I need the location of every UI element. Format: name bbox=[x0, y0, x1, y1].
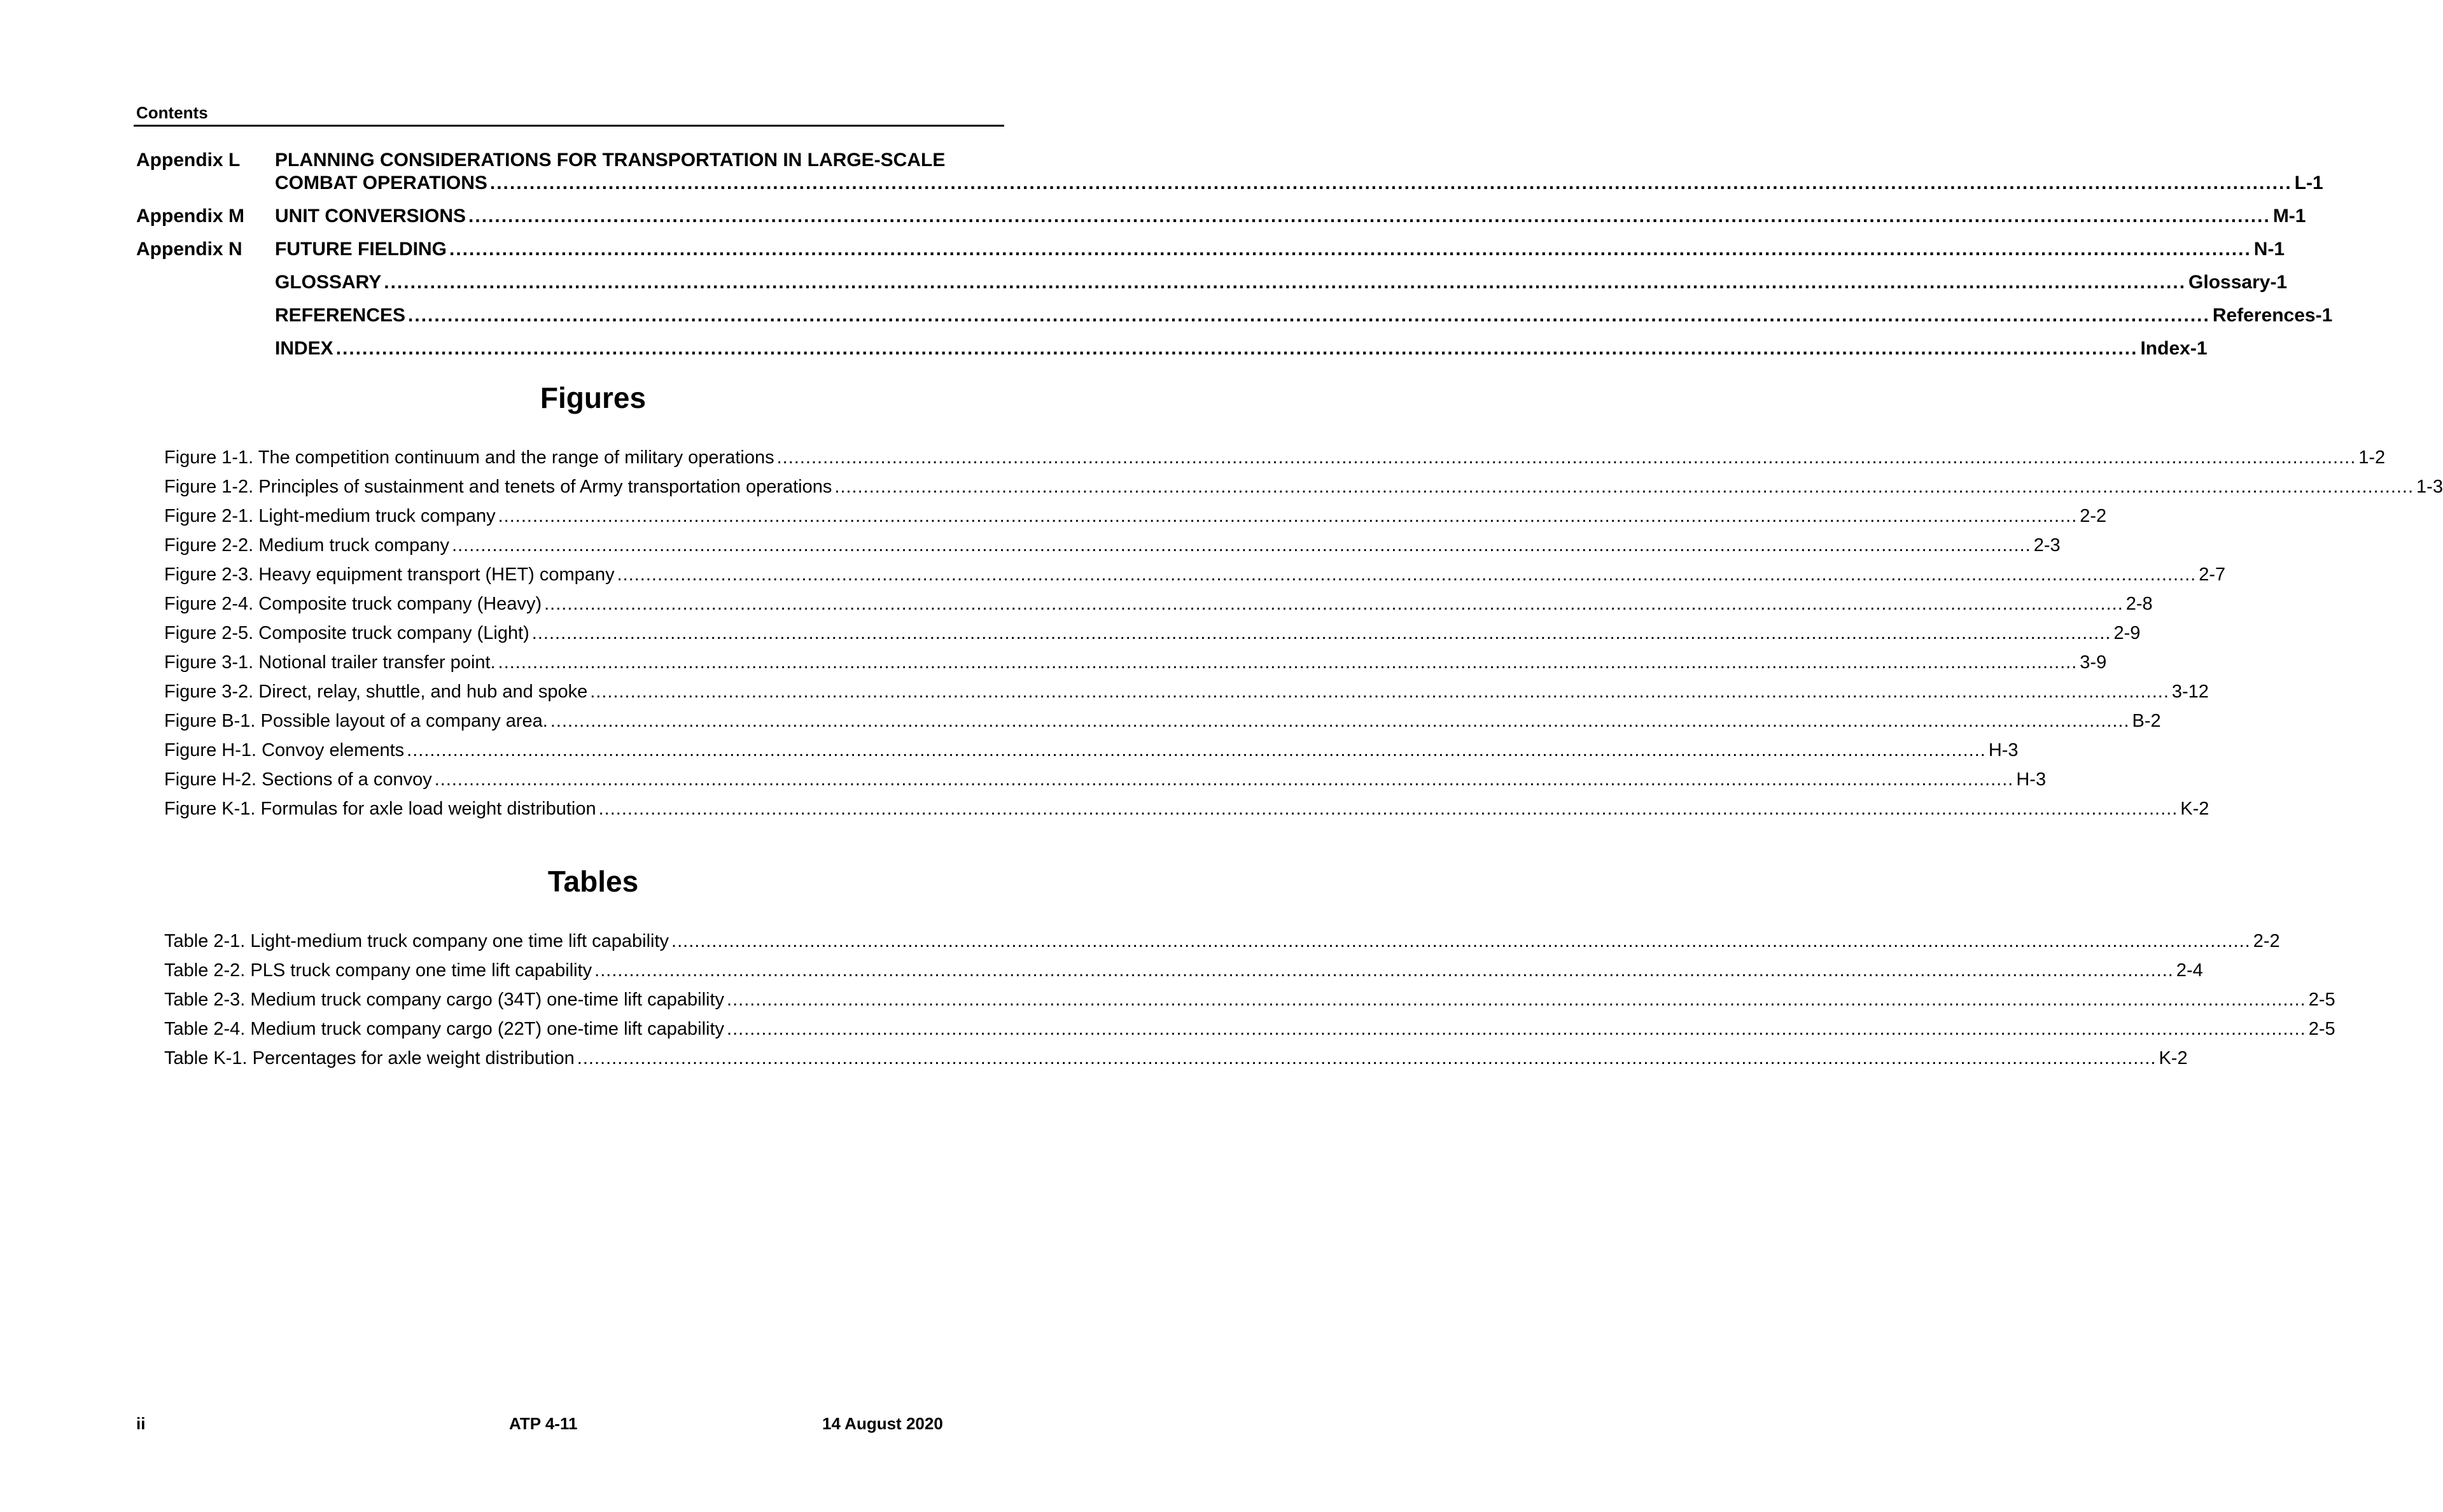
entry-page: 2-2 bbox=[2253, 931, 2280, 951]
appendix-page: N-1 bbox=[2253, 239, 2285, 260]
toc-entry-index[interactable] bbox=[136, 337, 2208, 370]
toc-entry-appendix-l[interactable] bbox=[136, 149, 2323, 205]
footer-publication: ATP 4-11 bbox=[509, 1414, 578, 1433]
entry-page: K-2 bbox=[2180, 799, 2209, 819]
dot-leader bbox=[599, 797, 2178, 821]
entry-page: 2-5 bbox=[2308, 990, 2335, 1010]
appendix-page: Index-1 bbox=[2140, 338, 2208, 359]
entry-title: Figure 1-1. The competition continuum and the range of military operations bbox=[164, 447, 774, 468]
entry-title: Table 2-3. Medium truck company cargo (34T) one-time lift capability bbox=[164, 990, 725, 1010]
appendix-page: M-1 bbox=[2272, 206, 2306, 227]
figures-list bbox=[164, 445, 2443, 826]
tables-list bbox=[164, 929, 2335, 1075]
entry-title: Figure H-1. Convoy elements bbox=[164, 740, 405, 760]
entry-title: Figure 1-2. Principles of sustainment and tenets of Army transportation operations bbox=[164, 477, 832, 497]
dot-leader bbox=[594, 958, 2174, 983]
dot-leader bbox=[671, 929, 2251, 953]
appendix-title: UNIT CONVERSIONS bbox=[275, 206, 466, 227]
figure-list-entry[interactable] bbox=[164, 680, 2209, 709]
dot-leader bbox=[777, 445, 2356, 470]
entry-page: 3-12 bbox=[2171, 682, 2209, 702]
dot-leader bbox=[452, 533, 2031, 557]
toc-entry-appendix-n[interactable] bbox=[136, 238, 2285, 271]
dot-leader bbox=[384, 271, 2186, 294]
entry-page: 2-5 bbox=[2308, 1019, 2335, 1039]
entry-page: 1-2 bbox=[2358, 447, 2386, 468]
dot-leader bbox=[617, 563, 2197, 587]
dot-leader bbox=[498, 504, 2078, 528]
entry-page: 2-2 bbox=[2080, 506, 2107, 526]
table-list-entry[interactable] bbox=[164, 929, 2280, 958]
figure-list-entry[interactable] bbox=[164, 709, 2161, 738]
entry-title: Figure B-1. Possible layout of a company area. bbox=[164, 711, 548, 731]
entry-title: Figure 3-1. Notional trailer transfer point. bbox=[164, 652, 496, 673]
entry-page: 2-3 bbox=[2033, 535, 2061, 556]
entry-page: 2-4 bbox=[2176, 960, 2203, 981]
entry-page: K-2 bbox=[2159, 1048, 2188, 1068]
appendix-title: FUTURE FIELDING bbox=[275, 239, 447, 260]
dot-leader bbox=[590, 680, 2169, 704]
dot-leader bbox=[435, 767, 2014, 792]
entry-title: Figure 2-1. Light-medium truck company bbox=[164, 506, 496, 526]
dot-leader bbox=[408, 304, 2210, 327]
figure-list-entry[interactable] bbox=[164, 445, 2386, 475]
dot-leader bbox=[577, 1046, 2157, 1070]
dot-leader bbox=[532, 621, 2111, 645]
figure-list-entry[interactable] bbox=[164, 533, 2061, 563]
appendix-page: L-1 bbox=[2294, 172, 2323, 193]
entry-title: Figure 2-2. Medium truck company bbox=[164, 535, 450, 556]
entry-page: H-3 bbox=[2016, 769, 2047, 790]
dot-leader bbox=[468, 205, 2271, 228]
appendix-title-line2: COMBAT OPERATIONS bbox=[275, 172, 487, 193]
entry-page: 2-9 bbox=[2113, 623, 2141, 643]
figures-heading: Figures bbox=[540, 381, 647, 414]
appendix-page: Glossary-1 bbox=[2188, 272, 2288, 293]
header-rule bbox=[134, 125, 1004, 127]
entry-page: 2-7 bbox=[2199, 564, 2226, 585]
table-list-entry[interactable] bbox=[164, 1046, 2188, 1075]
figure-list-entry[interactable] bbox=[164, 475, 2443, 504]
entry-title: Table K-1. Percentages for axle weight distribution bbox=[164, 1048, 575, 1068]
appendix-title-line1: PLANNING CONSIDERATIONS FOR TRANSPORTATION IN LARGE-SCALE bbox=[275, 150, 946, 171]
footer-date: 14 August 2020 bbox=[822, 1414, 943, 1433]
entry-title: Figure 3-2. Direct, relay, shuttle, and hub and spoke bbox=[164, 682, 588, 702]
dot-leader bbox=[336, 337, 2138, 360]
appendix-title: GLOSSARY bbox=[275, 272, 382, 293]
table-list-entry[interactable] bbox=[164, 988, 2335, 1017]
entry-title: Figure 2-5. Composite truck company (Light) bbox=[164, 623, 529, 643]
dot-leader bbox=[550, 709, 2130, 733]
entry-page: 2-8 bbox=[2125, 594, 2153, 614]
appendix-title: INDEX bbox=[275, 338, 333, 359]
appendix-title: REFERENCES bbox=[275, 305, 406, 326]
appendix-label: Appendix N bbox=[136, 239, 242, 260]
appendix-page: References-1 bbox=[2212, 305, 2333, 326]
entry-title: Figure 2-4. Composite truck company (Heavy) bbox=[164, 594, 542, 614]
dot-leader bbox=[407, 738, 1986, 762]
entry-title: Table 2-1. Light-medium truck company one time lift capability bbox=[164, 931, 669, 951]
entry-page: H-3 bbox=[1988, 740, 2019, 760]
entry-title: Table 2-2. PLS truck company one time lift capability bbox=[164, 960, 592, 981]
entry-page: 3-9 bbox=[2080, 652, 2107, 673]
dot-leader bbox=[727, 988, 2306, 1012]
entry-title: Table 2-4. Medium truck company cargo (22T) one-time lift capability bbox=[164, 1019, 725, 1039]
figure-list-entry[interactable] bbox=[164, 563, 2226, 592]
figure-list-entry[interactable] bbox=[164, 797, 2209, 826]
appendix-label: Appendix L bbox=[136, 150, 241, 171]
figure-list-entry[interactable] bbox=[164, 738, 2019, 767]
toc-entry-references[interactable] bbox=[136, 304, 2333, 337]
dot-leader bbox=[490, 172, 2292, 195]
figure-list-entry[interactable] bbox=[164, 621, 2141, 650]
entry-title: Figure H-2. Sections of a convoy bbox=[164, 769, 432, 790]
dot-leader bbox=[727, 1017, 2306, 1041]
figure-list-entry[interactable] bbox=[164, 650, 2107, 680]
table-list-entry[interactable] bbox=[164, 1017, 2335, 1046]
dot-leader bbox=[498, 650, 2078, 675]
figure-list-entry[interactable] bbox=[164, 767, 2047, 797]
table-list-entry[interactable] bbox=[164, 958, 2203, 988]
running-head: Contents bbox=[136, 103, 208, 122]
footer-page-number: ii bbox=[136, 1414, 146, 1433]
dot-leader bbox=[449, 238, 2251, 261]
entry-page: 1-3 bbox=[2416, 477, 2443, 497]
figure-list-entry[interactable] bbox=[164, 504, 2107, 533]
appendix-toc bbox=[136, 149, 2333, 370]
figure-list-entry[interactable] bbox=[164, 592, 2153, 621]
appendix-label: Appendix M bbox=[136, 206, 244, 227]
entry-title: Figure 2-3. Heavy equipment transport (HET) company bbox=[164, 564, 615, 585]
toc-entry-appendix-m[interactable] bbox=[136, 205, 2306, 238]
dot-leader bbox=[834, 475, 2414, 499]
toc-entry-glossary[interactable] bbox=[136, 271, 2288, 304]
dot-leader bbox=[544, 592, 2124, 616]
entry-title: Figure K-1. Formulas for axle load weight distribution bbox=[164, 799, 596, 819]
entry-page: B-2 bbox=[2132, 711, 2161, 731]
tables-heading: Tables bbox=[547, 865, 639, 898]
